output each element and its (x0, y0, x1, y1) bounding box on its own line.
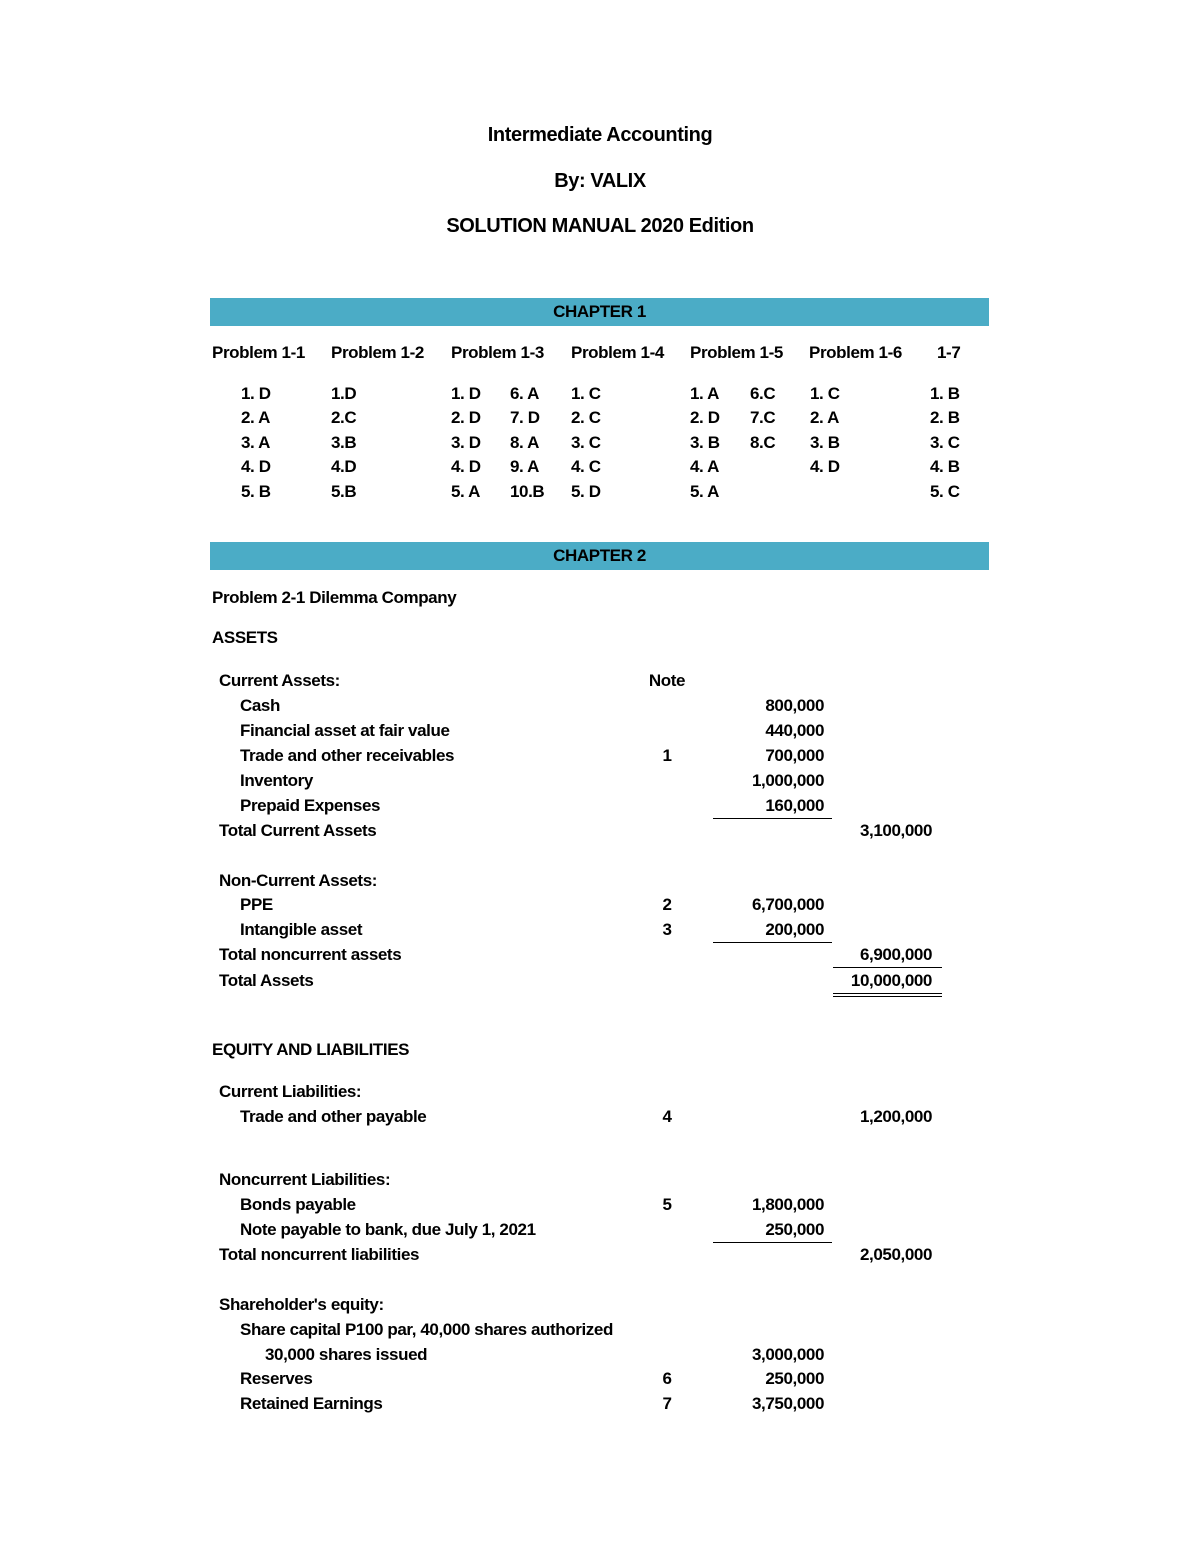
equity-liabilities-heading: EQUITY AND LIABILITIES (212, 1040, 410, 1059)
answer-item: 4. B (930, 457, 960, 476)
answer-item: 5.B (331, 482, 357, 501)
problem-header: Problem 1-5 (690, 343, 783, 362)
line-item-label: Financial asset at fair value (240, 721, 450, 740)
line-item-label: Retained Earnings (240, 1394, 383, 1413)
line-item-amount: 250,000 (765, 1220, 824, 1239)
total-label: Total Current Assets (219, 821, 377, 840)
answer-item: 1. C (810, 384, 840, 403)
total-label: Total noncurrent liabilities (219, 1245, 420, 1264)
line-item-amount: 1,000,000 (751, 771, 824, 790)
line-item-label: 30,000 shares issued (265, 1345, 428, 1364)
line-item-note: 4 (662, 1107, 672, 1126)
answer-item: 7. D (510, 408, 540, 427)
answer-item: 7.C (750, 408, 776, 427)
equity-label: Shareholder's equity: (219, 1295, 384, 1314)
problem-header: Problem 1-2 (331, 343, 424, 362)
answer-item: 3. C (571, 433, 601, 452)
line-item-note: 7 (662, 1394, 672, 1413)
chapter-2-band (210, 542, 989, 570)
problem-header: Problem 1-4 (571, 343, 664, 362)
line-item-amount: 200,000 (765, 920, 824, 939)
chapter-2-title: CHAPTER 2 (553, 546, 646, 565)
answer-item: 2. D (690, 408, 720, 427)
problem-title: Problem 2-1 Dilemma Company (212, 588, 457, 607)
answer-item: 1.D (331, 384, 357, 403)
total-underline (833, 967, 942, 968)
line-item-label: Bonds payable (240, 1195, 356, 1214)
line-item-amount: 440,000 (765, 721, 824, 740)
answer-item: 3. A (241, 433, 270, 452)
chapter-1-band (210, 298, 989, 326)
line-item-label: Intangible asset (240, 920, 363, 939)
line-item-note: 3 (662, 920, 672, 939)
line-item-amount: 3,750,000 (751, 1394, 824, 1413)
answer-item: 4. C (571, 457, 601, 476)
line-item-label: PPE (240, 895, 273, 914)
note-column-header: Note (648, 671, 686, 690)
answer-item: 8.C (750, 433, 776, 452)
answer-item: 6.C (750, 384, 776, 403)
line-item-label: Cash (240, 696, 280, 715)
assets-heading: ASSETS (212, 628, 278, 647)
line-item-amount: 160,000 (765, 796, 824, 815)
line-item-amount: 3,000,000 (751, 1345, 824, 1364)
noncurrent-assets-label: Non-Current Assets: (219, 871, 378, 890)
current-assets-label: Current Assets: (219, 671, 340, 690)
problem-header: Problem 1-1 (212, 343, 305, 362)
answer-item: 1. D (241, 384, 271, 403)
answer-item: 1. B (930, 384, 960, 403)
line-item-label: Trade and other payable (240, 1107, 427, 1126)
chapter-1-title: CHAPTER 1 (553, 302, 646, 321)
line-item-amount: 6,700,000 (751, 895, 824, 914)
line-item-label: Share capital P100 par, 40,000 shares authorized (240, 1320, 613, 1339)
document-title: Intermediate Accounting (487, 124, 713, 146)
document-author: By: VALIX (554, 170, 646, 192)
answer-item: 2. C (571, 408, 601, 427)
answer-item: 2. A (241, 408, 270, 427)
answer-item: 5. C (930, 482, 960, 501)
answer-item: 3. B (810, 433, 840, 452)
answer-item: 4. A (690, 457, 719, 476)
line-item-note: 2 (662, 895, 672, 914)
answer-item: 5. B (241, 482, 271, 501)
answer-item: 5. A (690, 482, 719, 501)
answer-item: 8. A (510, 433, 539, 452)
subtotal-underline (713, 1242, 832, 1243)
answer-item: 5. D (571, 482, 601, 501)
total-amount: 3,100,000 (859, 821, 932, 840)
answer-item: 1. C (571, 384, 601, 403)
answer-item: 2.C (331, 408, 357, 427)
problem-header: Problem 1-3 (451, 343, 544, 362)
document-edition: SOLUTION MANUAL 2020 Edition (446, 215, 754, 237)
line-item-label: Prepaid Expenses (240, 796, 381, 815)
total-amount: 1,200,000 (859, 1107, 932, 1126)
line-item-label: Note payable to bank, due July 1, 2021 (240, 1220, 536, 1239)
answer-item: 4. D (241, 457, 271, 476)
answer-item: 10.B (510, 482, 545, 501)
total-label: Total noncurrent assets (219, 945, 402, 964)
answer-item: 9. A (510, 457, 539, 476)
problem-header: Problem 1-6 (809, 343, 902, 362)
line-item-amount: 700,000 (765, 746, 824, 765)
answer-item: 3. C (930, 433, 960, 452)
answer-item: 5. A (451, 482, 480, 501)
answer-item: 4. D (810, 457, 840, 476)
answer-item: 3.B (331, 433, 357, 452)
answer-item: 1. A (690, 384, 719, 403)
total-assets-amount: 10,000,000 (850, 971, 932, 990)
total-assets-label: Total Assets (219, 971, 314, 990)
grand-total-double-underline (833, 993, 942, 997)
line-item-amount: 250,000 (765, 1369, 824, 1388)
answer-item: 6. A (510, 384, 539, 403)
line-item-label: Trade and other receivables (240, 746, 455, 765)
answer-item: 1. D (451, 384, 481, 403)
line-item-note: 5 (662, 1195, 672, 1214)
noncurrent-liabilities-label: Noncurrent Liabilities: (219, 1170, 391, 1189)
answer-item: 2. A (810, 408, 839, 427)
answer-item: 3. B (690, 433, 720, 452)
answer-item: 4. D (451, 457, 481, 476)
answer-item: 3. D (451, 433, 481, 452)
total-amount: 2,050,000 (859, 1245, 932, 1264)
line-item-note: 1 (662, 746, 672, 765)
answer-item: 2. D (451, 408, 481, 427)
line-item-amount: 800,000 (765, 696, 824, 715)
answer-item: 4.D (331, 457, 357, 476)
total-amount: 6,900,000 (859, 945, 932, 964)
line-item-note: 6 (662, 1369, 672, 1388)
answer-item: 2. B (930, 408, 960, 427)
current-liabilities-label: Current Liabilities: (219, 1082, 362, 1101)
problem-header: 1-7 (937, 343, 961, 362)
line-item-label: Inventory (240, 771, 313, 790)
subtotal-underline (713, 818, 832, 819)
line-item-label: Reserves (240, 1369, 313, 1388)
subtotal-underline (713, 942, 832, 943)
line-item-amount: 1,800,000 (751, 1195, 824, 1214)
